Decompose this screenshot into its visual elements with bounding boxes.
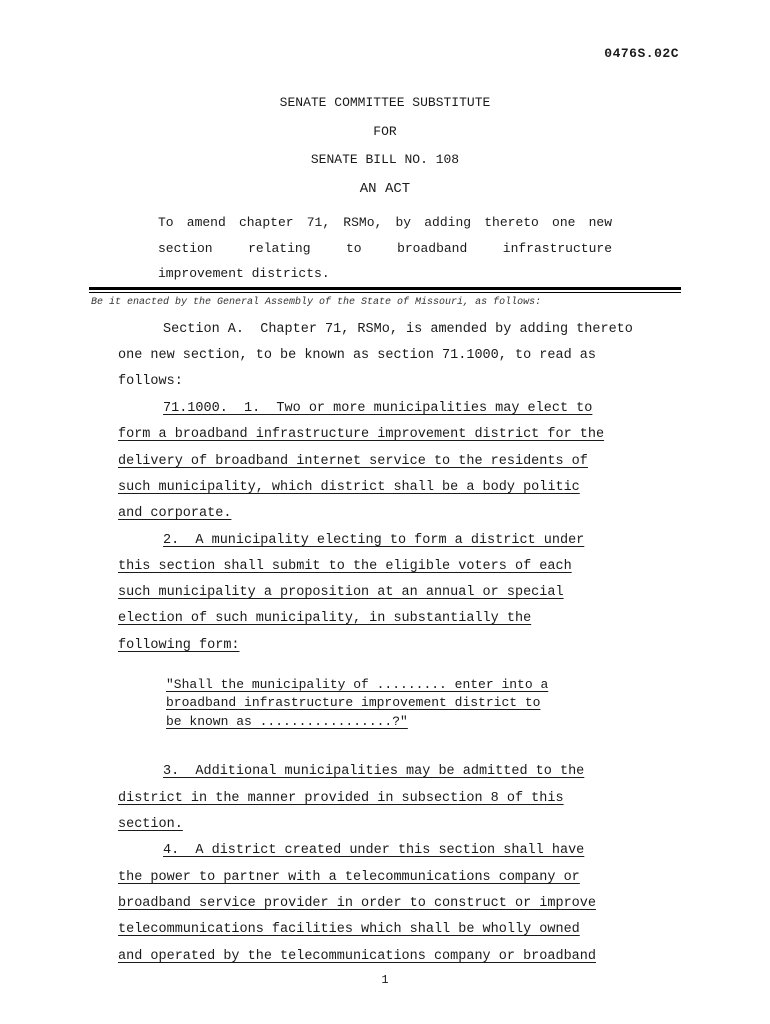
page-number: 1 (381, 973, 389, 987)
body-line: and corporate. (118, 506, 232, 521)
body-line: district in the manner provided in subsection 8 of this (118, 791, 564, 806)
body-line: telecommunications facilities which shall be wholly owned (118, 922, 580, 937)
heading-an-act: AN ACT (359, 181, 411, 197)
body-line: election of such municipality, in substantially the (118, 611, 532, 626)
divider-thick (89, 287, 681, 290)
body-line: form a broadband infrastructure improvement district for the (118, 427, 605, 442)
title-line: section relating to broadband infrastructure (158, 240, 612, 256)
body-line: section. (118, 817, 183, 832)
title-line: improvement districts. (158, 266, 330, 281)
document-id: 0476S.02C (604, 46, 679, 61)
body-line: and operated by the telecommunications company or broadband (118, 949, 596, 964)
ballot-line: broadband infrastructure improvement district to (166, 695, 541, 710)
body-line: delivery of broadband internet service to the residents of (118, 454, 588, 469)
enacting-clause: Be it enacted by the General Assembly of the State of Missouri, as follows: (91, 297, 542, 308)
body-line: such municipality, which district shall be a body politic (118, 480, 580, 495)
body-line: 3. Additional municipalities may be admitted to the (163, 764, 585, 779)
divider-thin (89, 292, 681, 293)
body-line: one new section, to be known as section 71.1000, to read as (118, 348, 596, 363)
body-line: following form: (118, 638, 240, 653)
body-line: the power to partner with a telecommunications company or (118, 870, 580, 885)
body-line: Section A. Chapter 71, RSMo, is amended by adding thereto (163, 322, 633, 337)
body-line: 71.1000. 1. Two or more municipalities may elect to (163, 401, 593, 416)
body-line: 4. A district created under this section shall have (163, 843, 585, 858)
body-line: follows: (118, 374, 183, 389)
bill-title (158, 210, 612, 287)
heading-committee-substitute: SENATE COMMITTEE SUBSTITUTE (279, 95, 491, 110)
ballot-line: "Shall the municipality of ......... enter into a (166, 677, 549, 692)
body-line: this section shall submit to the eligible voters of each (118, 559, 572, 574)
heading-for: FOR (373, 124, 397, 139)
body-line: such municipality a proposition at an annual or special (118, 585, 564, 600)
body-line: broadband service provider in order to construct or improve (118, 896, 596, 911)
ballot-line: be known as .................?" (166, 714, 408, 729)
title-line: To amend chapter 71, RSMo, by adding thereto one new (158, 215, 612, 230)
heading-bill-number: SENATE BILL NO. 108 (310, 152, 460, 167)
body-line: 2. A municipality electing to form a district under (163, 533, 585, 548)
